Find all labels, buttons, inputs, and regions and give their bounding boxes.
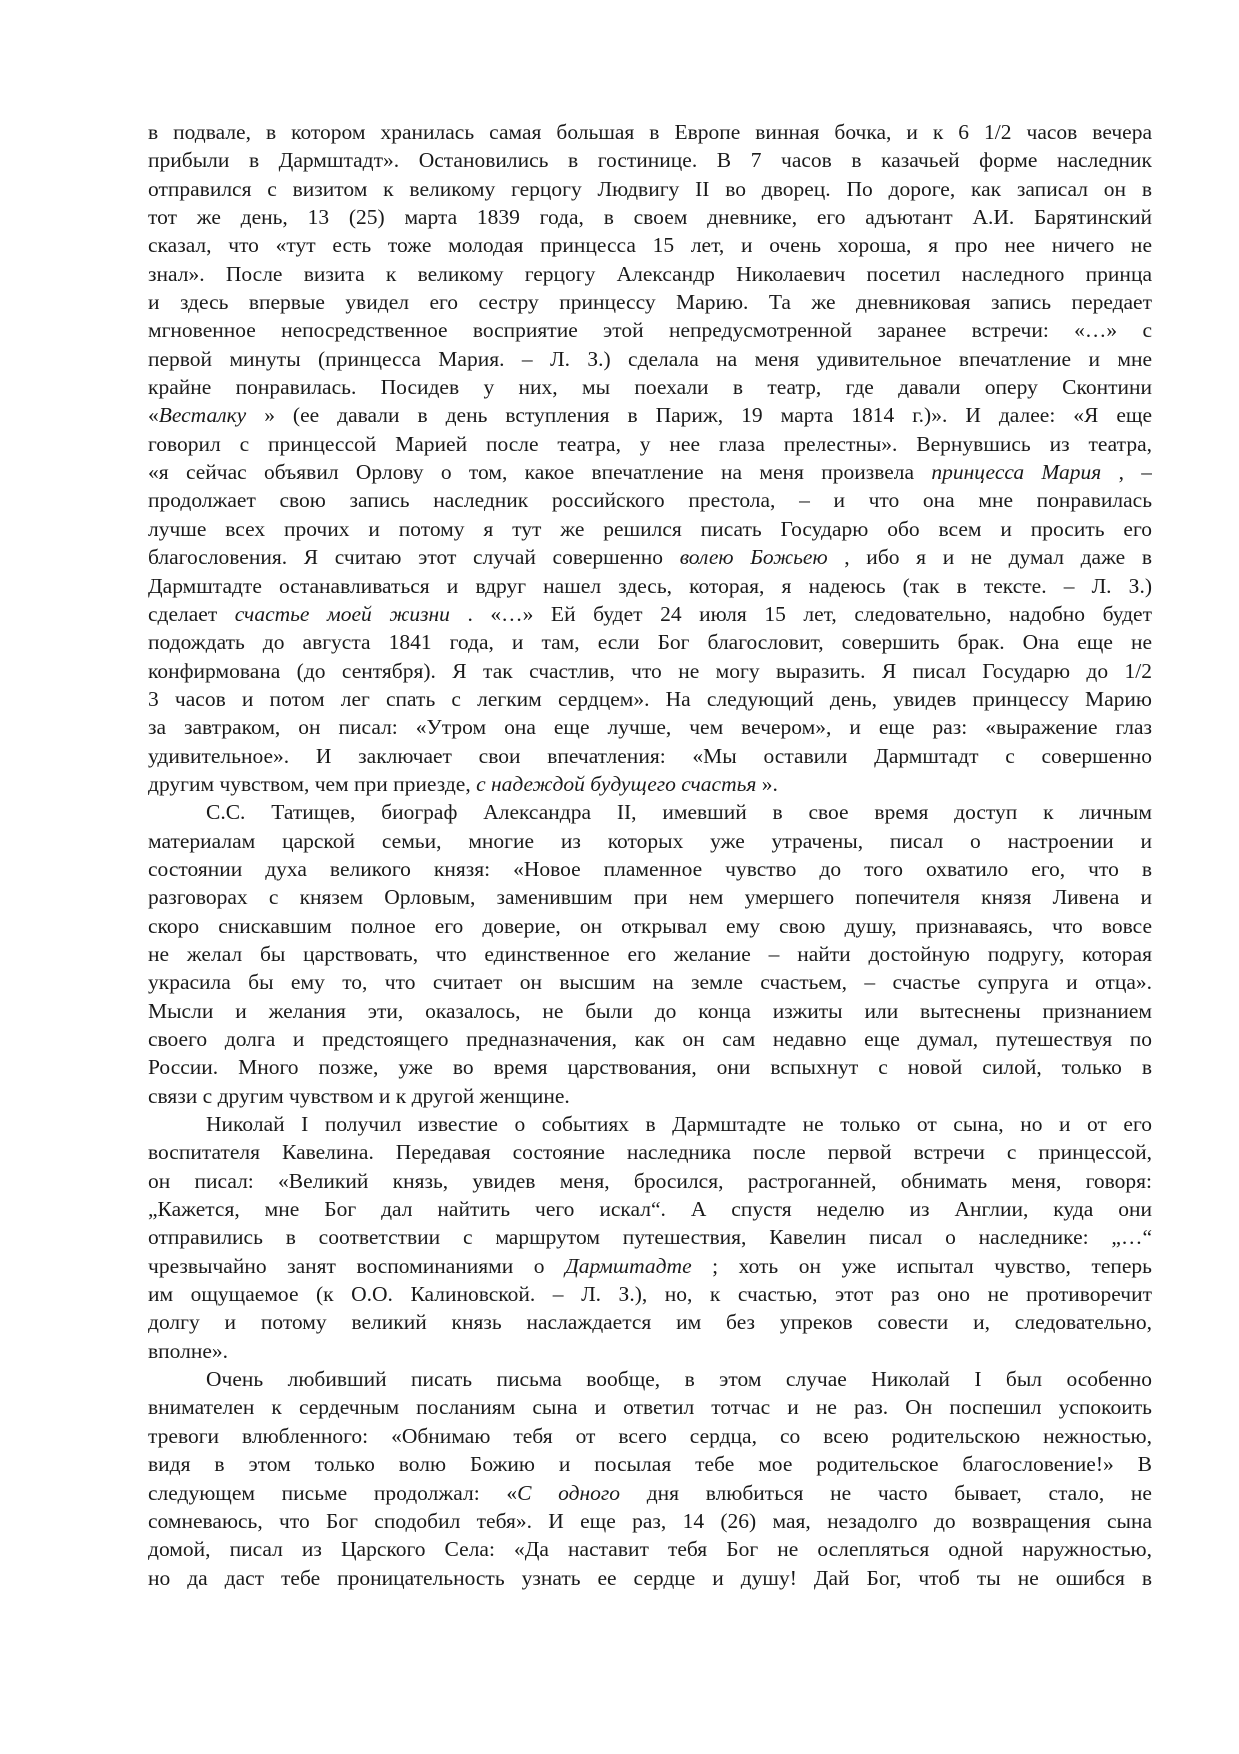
- document-page: [148, 118, 1152, 1592]
- text-line: [148, 713, 1152, 741]
- text-segment: прибыли в Дармштадт». Остановились в гостинице. В 7 часов в казачьей форме наследник: [148, 148, 1152, 173]
- text-segment: чрезвычайно занят воспоминаниями о: [148, 1253, 566, 1278]
- text-line: [148, 770, 1152, 798]
- text-line: [148, 742, 1152, 770]
- text-line: [148, 1450, 1152, 1478]
- text-segment: «я сейчас объявил Орлову о том, какое впечатление на меня произвела: [148, 460, 932, 485]
- text-segment: украсила бы ему то, что считает он высшим на земле счастьем, – счастье супруга и отца».: [148, 970, 1152, 995]
- text-segment: мгновенное непосредственное восприятие этой непредусмотренной заранее встречи: «…» с: [148, 318, 1152, 343]
- text-line: [148, 458, 1152, 486]
- text-segment: разговорах с князем Орловым, заменившим при нем умершего попечителя князя Ливена и: [148, 885, 1152, 910]
- text-segment: говорил с принцессой Марией после театра, у нее глаза прелестны». Вернувшись из театра,: [148, 431, 1152, 456]
- italic-text: с надеждой будущего счастья: [476, 771, 757, 796]
- text-line: [148, 1167, 1152, 1195]
- text-segment: дня влюбиться не часто бывает, стало, не: [620, 1480, 1152, 1505]
- text-line: [148, 968, 1152, 996]
- text-line: [148, 657, 1152, 685]
- text-segment: воспитателя Кавелина. Передавая состояние наследника после первой встречи с принцессой,: [148, 1140, 1152, 1165]
- text-line: [148, 231, 1152, 259]
- text-segment: крайне понравилась. Посидев у них, мы поехали в театр, где давали оперу Сконтини: [148, 375, 1152, 400]
- text-segment: Дармштадте останавливаться и вдруг нашел здесь, которая, я надеюсь (так в тексте. – Л. З.): [148, 573, 1152, 598]
- text-line: [148, 203, 1152, 231]
- text-line: [148, 1252, 1152, 1280]
- text-segment: следующем письме продолжал: «: [148, 1480, 518, 1505]
- text-segment: связи с другим чувством и к другой женщине.: [148, 1083, 570, 1108]
- text-line: [148, 997, 1152, 1025]
- text-segment: , –: [1101, 460, 1152, 485]
- text-line: [148, 1280, 1152, 1308]
- text-line: [148, 1337, 1152, 1365]
- text-segment: «: [148, 403, 159, 428]
- text-line: [148, 912, 1152, 940]
- text-line: [148, 1393, 1152, 1421]
- text-line: [148, 1308, 1152, 1336]
- text-segment: продолжает свою запись наследник российского престола, – и что она мне понравилась: [148, 488, 1152, 513]
- text-segment: внимателен к сердечным посланиям сына и ответил тотчас и не раз. Он поспешил успокоить: [148, 1395, 1152, 1420]
- text-line: [148, 1053, 1152, 1081]
- text-line: [148, 118, 1152, 146]
- text-line: [148, 430, 1152, 458]
- text-line: [148, 1195, 1152, 1223]
- paragraph-first-line: [148, 798, 1152, 826]
- italic-text: Дармштадте: [565, 1253, 692, 1278]
- text-segment: России. Много позже, уже во время царствования, они вспыхнут с новой силой, только в: [148, 1055, 1152, 1080]
- text-segment: Николай I получил известие о событиях в Дармштадте не только от сына, но и от его: [206, 1112, 1152, 1137]
- italic-text: С одного: [517, 1480, 621, 1505]
- text-line: [148, 1479, 1152, 1507]
- text-segment: за завтраком, он писал: «Утром она еще лучше, чем вечером», и еще раз: «выражение глаз: [148, 715, 1152, 740]
- text-line: [148, 1422, 1152, 1450]
- text-segment: видя в этом только волю Божию и посылая тебе мое родительское благословение!» В: [148, 1452, 1152, 1477]
- text-segment: отправились в соответствии с маршрутом путешествия, Кавелин писал о наследнике: „…“: [148, 1225, 1152, 1250]
- text-line: [148, 940, 1152, 968]
- text-segment: сделает: [148, 601, 235, 626]
- text-segment: лучше всех прочих и потому я тут же решился писать Государю обо всем и просить его: [148, 516, 1152, 541]
- text-segment: но да даст тебе проницательность узнать ее сердце и душу! Дай Бог, чтоб ты не ошибся в: [148, 1565, 1152, 1590]
- text-segment: , ибо я и не думал даже в: [827, 545, 1152, 570]
- text-line: [148, 1082, 1152, 1110]
- text-segment: вполне».: [148, 1338, 229, 1363]
- text-line: [148, 1223, 1152, 1251]
- text-segment: другим чувством, чем при приезде,: [148, 771, 477, 796]
- text-segment: состоянии духа великого князя: «Новое пламенное чувство до того охватило его, что в: [148, 856, 1152, 881]
- paragraph-first-line: [148, 1365, 1152, 1393]
- text-segment: тревоги влюбленного: «Обнимаю тебя от всего сердца, со всею родительскою нежностью,: [148, 1423, 1152, 1448]
- italic-text: волею Божьею: [679, 545, 828, 570]
- text-line: [148, 1535, 1152, 1563]
- text-line: [148, 572, 1152, 600]
- paragraph-first-line: [148, 1110, 1152, 1138]
- text-line: [148, 316, 1152, 344]
- text-line: [148, 175, 1152, 203]
- text-segment: » (ее давали в день вступления в Париж, 19 марта 1814 г.)». И далее: «Я еще: [246, 403, 1152, 428]
- text-segment: Мысли и желания эти, оказалось, не были до конца изжиты или вытеснены признанием: [148, 998, 1152, 1023]
- italic-text: принцесса Мария: [931, 460, 1102, 485]
- text-segment: первой минуты (принцесса Мария. – Л. З.) сделала на меня удивительное впечатление и мне: [148, 346, 1152, 371]
- text-segment: и здесь впервые увидел его сестру принцессу Марию. Та же дневниковая запись передает: [148, 290, 1152, 315]
- text-segment: материалам царской семьи, многие из которых уже утрачены, писал о настроении и: [148, 828, 1152, 853]
- text-segment: своего долга и предстоящего предназначения, как он сам недавно еще думал, путешествуя по: [148, 1027, 1152, 1051]
- text-line: [148, 855, 1152, 883]
- text-segment: конфирмована (до сентября). Я так счастлив, что не могу выразить. Я писал Государю до 1/2: [148, 658, 1152, 683]
- text-segment: домой, писал из Царского Села: «Да наставит тебя Бог не ослепляться одной наружностью,: [148, 1537, 1152, 1562]
- text-segment: подождать до августа 1841 года, и там, если Бог благословит, совершить брак. Она еще не: [148, 630, 1152, 655]
- text-line: [148, 146, 1152, 174]
- text-line: [148, 401, 1152, 429]
- text-segment: долгу и потому великий князь наслаждается им без упреков совести и, следовательно,: [148, 1310, 1152, 1335]
- text-line: [148, 1507, 1152, 1535]
- italic-text: Весталку: [158, 403, 247, 428]
- text-line: [148, 628, 1152, 656]
- text-segment: тот же день, 13 (25) марта 1839 года, в своем дневнике, его адъютант А.И. Барятинский: [148, 205, 1152, 230]
- text-segment: . «…» Ей будет 24 июля 15 лет, следовательно, надобно будет: [449, 601, 1152, 626]
- text-segment: удивительное». И заключает свои впечатления: «Мы оставили Дармштадт с совершенно: [148, 743, 1152, 768]
- text-segment: не желал бы царствовать, что единственное его желание – найти достойную подругу, которая: [148, 941, 1152, 966]
- text-segment: „Кажется, мне Бог дал найтить чего искал“. А спустя неделю из Англии, куда они: [148, 1197, 1152, 1222]
- text-line: [148, 1025, 1152, 1053]
- text-line: [148, 345, 1152, 373]
- text-line: [148, 685, 1152, 713]
- text-segment: им ощущаемое (к О.О. Калиновской. – Л. З.), но, к счастью, этот раз оно не противоречит: [148, 1282, 1152, 1307]
- text-segment: сказал, что «тут есть тоже молодая принцесса 15 лет, и очень хороша, я про нее ничего не: [148, 233, 1152, 258]
- text-segment: ».: [756, 771, 778, 796]
- text-line: [148, 486, 1152, 514]
- italic-text: счастье моей жизни: [234, 601, 450, 626]
- text-line: [148, 1138, 1152, 1166]
- text-line: [148, 600, 1152, 628]
- text-segment: С.С. Татищев, биограф Александра II, имевший в свое время доступ к личным: [206, 800, 1152, 825]
- text-segment: 3 часов и потом лег спать с легким сердцем». На следующий день, увидев принцессу Марию: [148, 686, 1152, 711]
- text-line: [148, 827, 1152, 855]
- text-segment: в подвале, в котором хранилась самая большая в Европе винная бочка, и к 6 1/2 часов вечера: [148, 120, 1152, 144]
- text-line: [148, 1564, 1152, 1592]
- text-segment: сомневаюсь, что Бог сподобил тебя». И еще раз, 14 (26) мая, незадолго до возвращения сына: [148, 1508, 1152, 1533]
- text-segment: он писал: «Великий князь, увидев меня, бросился, растроганней, обнимать меня, говоря:: [148, 1168, 1152, 1193]
- text-segment: благословения. Я считаю этот случай совершенно: [148, 545, 680, 570]
- text-segment: ; хоть он уже испытал чувство, теперь: [691, 1253, 1152, 1278]
- text-segment: знал». После визита к великому герцогу Александр Николаевич посетил наследного принца: [148, 261, 1152, 286]
- text-line: [148, 373, 1152, 401]
- text-segment: скоро снискавшим полное его доверие, он открывал ему свою душу, признаваясь, что вовсе: [148, 913, 1152, 938]
- text-line: [148, 883, 1152, 911]
- text-line: [148, 543, 1152, 571]
- text-segment: отправился с визитом к великому герцогу Людвигу II во дворец. По дороге, как записал он в: [148, 176, 1152, 201]
- text-segment: Очень любивший писать письма вообще, в этом случае Николай I был особенно: [206, 1367, 1152, 1392]
- text-line: [148, 260, 1152, 288]
- text-line: [148, 515, 1152, 543]
- text-line: [148, 288, 1152, 316]
